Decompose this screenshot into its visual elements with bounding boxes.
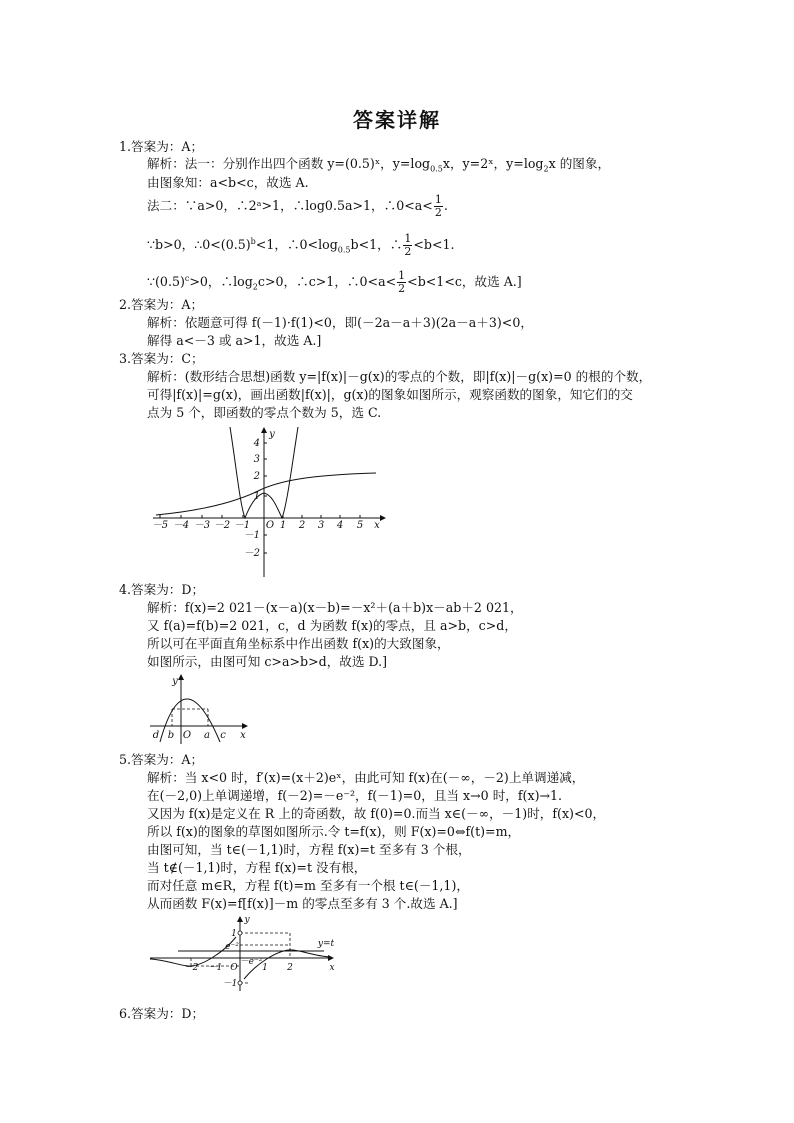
origin-label: O: [265, 520, 275, 531]
q3-line-2: 可得|f(x)|=g(x)，画出函数|f(x)|，g(x)的图象如图所示，观察函数的图象，知它们的交: [147, 387, 633, 402]
q5-line-1: 解析：当 x<0 时，f′(x)=(x＋2)eˣ，由此可知 f(x)在(－∞，－2)上单调递减，: [147, 770, 585, 785]
line-label: y=t: [317, 939, 335, 949]
q3-function-graph: [148, 425, 388, 580]
x-tick-label: －2: [183, 963, 199, 973]
q2-line-2: 解得 a<－3 或 a>1，故选 A.]: [147, 333, 322, 348]
y-axis-arrow: [261, 427, 267, 433]
q1-line-3: 法二：∵a>0，∴2ᵃ>1，∴log0.5a>1，∴0<a< $\frac{1}{2}$ .: [147, 193, 448, 219]
x-tick-label: 3: [317, 520, 325, 531]
point-label: c: [220, 730, 226, 741]
q5-line-6: 当 t∉(－1,1)时，方程 f(x)=t 没有根，: [147, 860, 367, 875]
y-axis-label: y: [172, 676, 178, 687]
origin-label: O: [230, 963, 238, 973]
e-neg2-label: e⁻²: [225, 942, 239, 952]
y-tick-label: 1: [231, 929, 237, 939]
y-tick-label: －2: [243, 548, 260, 559]
x-axis-arrow: [380, 515, 386, 521]
y-tick-label: －1: [222, 979, 238, 989]
open-point: [238, 981, 242, 985]
q2-heading: 2.答案为：A；: [119, 297, 204, 312]
q3-heading: 3.答案为：C；: [119, 351, 204, 366]
half-fraction: $\frac{1}{2}$: [398, 269, 406, 295]
q5-line-3: 又因为 f(x)是定义在 R 上的奇函数，故 f(0)=0.而当 x∈(－∞，－1)时，f(x)<0，: [147, 806, 606, 821]
y-tick-label: －1: [243, 530, 260, 541]
neg-e-neg2-label: －e⁻²: [239, 957, 263, 967]
y-axis-label: y: [244, 915, 250, 925]
x-axis-label: x: [329, 963, 335, 973]
y-tick-label: 3: [253, 454, 260, 465]
x-tick-label: 4: [336, 520, 344, 531]
q1-line-2: 由图象知：a<b<c，故选 A.: [147, 175, 309, 190]
q1-line-5: $\because(0.5)^c>0$，$\therefore\log_2c>0$，∴c>1，∴0<a< $\frac{1}{2}$ <b<1<c，故选 A.]: [147, 269, 522, 295]
x-tick-label: －5: [151, 520, 169, 531]
q4-parabola-graph: [148, 672, 248, 748]
page-title: 答案详解: [353, 108, 441, 132]
q1-line-4: ∵b>0，$\therefore 0<(0.5)^b<1$，$\therefore 0<\log_{0.5}b<1$，∴ $\frac{1}{2}$ <b<1.: [147, 232, 455, 258]
q5-function-graph: [148, 913, 338, 993]
q4-line-4: 如图所示，由图可知 c>a>b>d，故选 D.]: [147, 654, 388, 669]
x-tick-label: 5: [356, 520, 364, 531]
x-tick-label: 2: [298, 520, 306, 531]
x-tick-label: －2: [213, 520, 231, 531]
half-fraction: $\frac{1}{2}$: [404, 232, 412, 258]
q5-line-5: 由图可知，当 t∈(－1,1)时，方程 f(x)=t 至多有 3 个根，: [147, 842, 471, 857]
q3-line-1: 解析：(数形结合思想)函数 y=|f(x)|－g(x)的零点的个数，即|f(x)|－g(x)=0 的根的个数，: [147, 369, 652, 384]
x-tick-label: 1: [279, 520, 287, 531]
origin-label: O: [182, 730, 192, 741]
y-axis-label: y: [269, 429, 275, 440]
x-axis-label: x: [374, 520, 380, 531]
y-axis-arrow: [237, 916, 243, 922]
q1-heading: 1.答案为：A；: [119, 139, 204, 154]
y-tick-label: 1: [253, 491, 260, 502]
x-axis-arrow: [242, 723, 248, 729]
y-tick-label: 2: [253, 471, 260, 482]
q3-line-3: 点为 5 个，即函数的零点个数为 5，选 C.: [147, 405, 382, 420]
q5-line-8: 从而函数 F(x)=f[f(x)]－m 的零点至多有 3 个.故选 A.]: [147, 896, 458, 911]
y-axis-arrow: [178, 674, 184, 680]
open-point: [238, 931, 242, 935]
q4-heading: 4.答案为：D；: [119, 582, 205, 597]
x-tick-label: －1: [233, 520, 251, 531]
x-tick-label: －3: [193, 520, 211, 531]
q5-line-2: 在(－2,0)上单调递增，f(－2)=－e⁻²，f(－1)=0，且当 x→0 时，f(x)→1.: [147, 788, 563, 803]
y-tick-label: 4: [253, 438, 260, 449]
point-label: a: [204, 730, 210, 741]
q1-line-1: 解析：法一：分别作出四个函数 y=(0.5)ˣ，$y=\log_{0.5}x$，y=2ˣ，$y=\log_2x$ 的图象，: [147, 156, 611, 174]
half-fraction: $\frac{1}{2}$: [434, 193, 442, 219]
q5-line-7: 而对任意 m∈R，方程 f(t)=m 至多有一个根 t∈(－1,1)，: [147, 878, 469, 893]
point-label: d: [152, 730, 160, 741]
x-tick-label: 1: [262, 963, 268, 973]
q6-heading: 6.答案为：D；: [119, 1006, 205, 1021]
q4-line-3: 所以可在平面直角坐标系中作出函数 f(x)的大致图象，: [147, 636, 450, 651]
q4-line-2: 又 f(a)=f(b)=2 021，c，d 为函数 f(x)的零点，且 a>b，c>d，: [147, 618, 517, 633]
x-axis-arrow: [328, 955, 334, 961]
x-tick-label: －1: [207, 963, 223, 973]
q4-line-1: 解析：f(x)=2 021－(x－a)(x－b)=－x²＋(a＋b)x－ab＋2 021，: [147, 600, 523, 615]
q5-heading: 5.答案为：A；: [119, 752, 204, 767]
q5-line-4: 所以 f(x)的图象的草图如图所示.令 t=f(x)，则 F(x)=0⇔f(t)=m，: [147, 824, 521, 839]
x-tick-label: 2: [287, 963, 293, 973]
f-curve-left: [150, 937, 236, 966]
x-tick-label: －4: [172, 520, 190, 531]
x-axis-label: x: [240, 730, 246, 741]
q2-line-1: 解析：依题意可得 f(－1)·f(1)<0，即(－2a－a＋3)(2a－a＋3)<0，: [147, 315, 533, 330]
point-label: b: [167, 730, 175, 741]
